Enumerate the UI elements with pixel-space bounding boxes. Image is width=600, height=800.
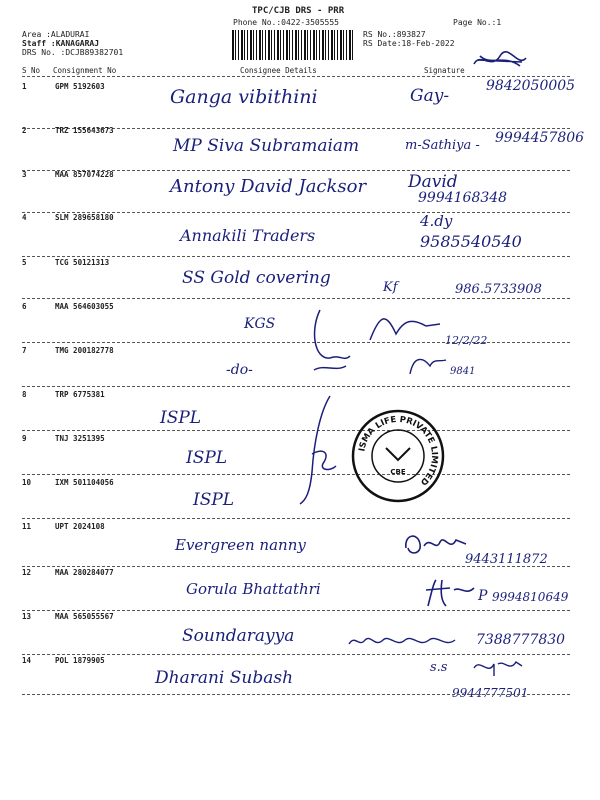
row-phone: 9842050005 [486, 78, 576, 94]
row-consignee-name: KGS [244, 316, 276, 332]
row-consignment: MAA 857074228 [55, 170, 114, 179]
rs-date: RS Date:18-Feb-2022 [363, 39, 455, 48]
row-phone: 9994810649 [492, 590, 569, 604]
row-consignment: TRZ 155643673 [55, 126, 114, 135]
row-sno: 14 [22, 656, 32, 665]
row-consignment: TMG 200182778 [55, 346, 114, 355]
row-signature: Kf [383, 280, 398, 295]
document-title: TPC/CJB DRS - PRR [252, 6, 345, 16]
row-sno: 13 [22, 612, 32, 621]
row-consignee-name: ISPL [193, 490, 235, 510]
row-13-signature [345, 630, 475, 652]
row-consignee-name: Soundarayya [182, 626, 295, 646]
row-consignment: MAA 565055567 [55, 612, 114, 621]
row-sno: 5 [22, 258, 27, 267]
row-consignee-name: Gorula Bhattathri [186, 580, 321, 598]
row-consignment: TRP 6775381 [55, 390, 105, 399]
rs-number: RS No.:893827 [363, 30, 426, 39]
row-consignee-name: Ganga vibithini [170, 86, 318, 108]
row-signature: P [478, 588, 488, 604]
row-divider [22, 298, 570, 299]
row-consignee-name: ISPL [160, 408, 202, 428]
row-phone: 9994168348 [418, 190, 508, 206]
row-signature: David [408, 172, 458, 192]
row-signature: m-Sathiya - [405, 138, 480, 153]
stamp-ring-text: ISMA LIFE PRIVATE LIMITED [357, 414, 440, 487]
row-phone: 9443111872 [465, 552, 548, 567]
row-divider [22, 566, 570, 567]
row-phone: 9585540540 [420, 232, 522, 251]
row-sno: 6 [22, 302, 27, 311]
barcode [232, 30, 354, 60]
row-consignment: GPM 5192603 [55, 82, 105, 91]
column-sno: S No [22, 66, 41, 75]
row-6-date: 12/2/22 [445, 334, 488, 347]
drs-number: DRS No. :DCJB89382701 [22, 48, 124, 57]
header-scribble [470, 50, 530, 72]
row-consignee-name: Antony David Jacksor [170, 176, 367, 197]
row-divider [22, 610, 570, 611]
row-sno: 3 [22, 170, 27, 179]
column-consignee: Consignee Details [240, 66, 317, 75]
row-phone: 7388777830 [476, 632, 566, 648]
row-consignment: UPT 2024108 [55, 522, 105, 531]
row-signature: s.s [430, 660, 448, 675]
row-consignment: TCG 50121313 [55, 258, 110, 267]
row-phone: 9944777501 [452, 686, 529, 700]
row-11-signature [400, 528, 470, 562]
staff-label: Staff :KANAGARAJ [22, 39, 100, 48]
header-divider [22, 76, 570, 77]
row-consignment: MAA 280284077 [55, 568, 114, 577]
row-consignment: MAA 564603055 [55, 302, 114, 311]
row-consignee-name: -do- [226, 362, 253, 378]
row-sno: 12 [22, 568, 32, 577]
row-consignee-name: ISPL [186, 448, 228, 468]
row-divider [22, 256, 570, 257]
column-consignment: Consignment No [53, 66, 117, 75]
row-consignee-name: MP Siva Subramaiam [173, 136, 360, 156]
row-sno: 4 [22, 213, 27, 222]
row-sno: 1 [22, 82, 27, 91]
row-sno: 2 [22, 126, 27, 135]
row-divider [22, 654, 570, 655]
company-stamp [350, 408, 446, 504]
row-consignment: SLM 289658180 [55, 213, 114, 222]
row-sno: 8 [22, 390, 27, 399]
row-7-note: 9841 [450, 366, 476, 377]
row-consignee-name: Dharani Subash [155, 668, 294, 688]
row-consignment: IXM 501104056 [55, 478, 114, 487]
column-signature: Signature [424, 66, 465, 75]
area-label: Area :ALADURAI [22, 30, 90, 39]
row-phone: 9994457806 [495, 130, 585, 146]
row-sno: 7 [22, 346, 27, 355]
row-consignment: POL 1879905 [55, 656, 105, 665]
row-phone: 986.5733908 [455, 282, 542, 297]
row-divider [22, 518, 570, 519]
page-number: Page No.:1 [453, 18, 502, 27]
row-sno: 10 [22, 478, 32, 487]
row-signature: Gay- [410, 86, 450, 106]
row-sno: 11 [22, 522, 32, 531]
row-14-signature [470, 656, 526, 678]
stamp-city: CBE [390, 468, 406, 476]
row-consignee-name: Evergreen nanny [175, 536, 306, 554]
row-divider [22, 694, 570, 695]
phone-number: Phone No.:0422-3505555 [233, 18, 339, 27]
row-consignment: TNJ 3251395 [55, 434, 105, 443]
row-signature: 4.dy [420, 212, 453, 230]
row-sno: 9 [22, 434, 27, 443]
row-12-signature [420, 576, 478, 610]
row-consignee-name: Annakili Traders [180, 226, 316, 245]
row-consignee-name: SS Gold covering [182, 268, 331, 288]
